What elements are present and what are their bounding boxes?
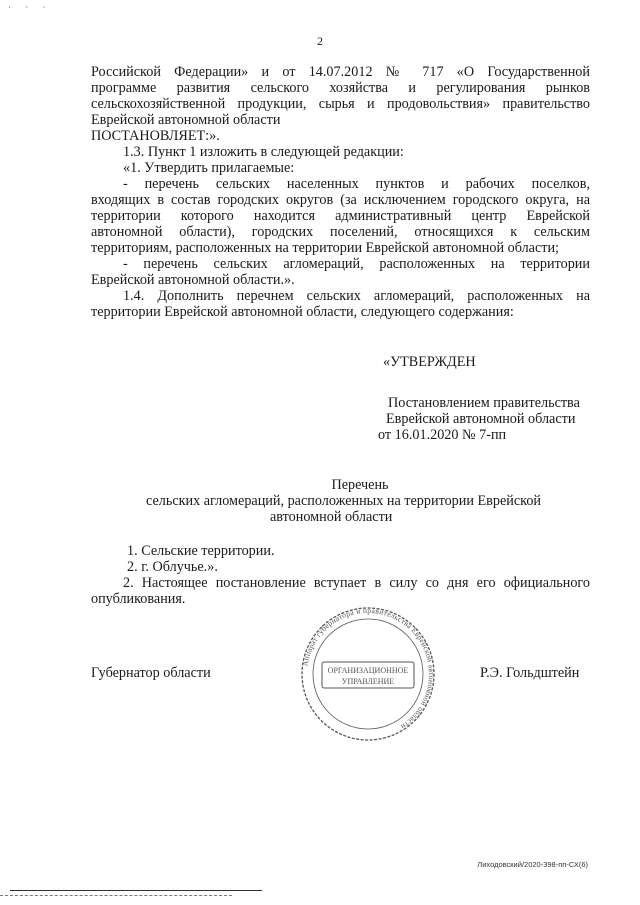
list-subheading: автономной области	[270, 509, 393, 525]
text-line: входящих в состав городских округов (за исключением городского округа, на	[91, 192, 590, 208]
text-line: 1.3. Пункт 1 изложить в следующей редакции:	[123, 144, 404, 160]
approval-title: «УТВЕРЖДЕН	[383, 354, 476, 370]
scan-specks: · · ·	[8, 2, 52, 12]
list-item: 2. г. Облучье.».	[127, 559, 218, 575]
text-line: - перечень сельских агломераций, расположенных на территории	[123, 256, 590, 272]
document-code: Лиходовский/2020-398-пп-СХ(6)	[477, 860, 588, 869]
signature-name: Р.Э. Гольдштейн	[480, 665, 580, 681]
bottom-rule	[10, 890, 262, 891]
official-stamp	[298, 604, 438, 744]
svg-text:Аппарат губернатора и правител: Аппарат губернатора и правительства Еврейской автономной области	[300, 605, 437, 732]
text-line: 2. Настоящее постановление вступает в силу со дня его официального	[123, 575, 590, 591]
list-item: 1. Сельские территории.	[127, 543, 275, 559]
svg-text:УПРАВЛЕНИЕ: УПРАВЛЕНИЕ	[341, 677, 395, 686]
approval-line: Постановлением правительства	[388, 395, 580, 411]
text-line: территории Еврейской автономной области, следующего содержания:	[91, 304, 514, 320]
text-line: Еврейской автономной области	[91, 112, 281, 128]
text-line: программе развития сельского хозяйства и регулирования рынков	[91, 80, 590, 96]
text-line: - перечень сельских населенных пунктов и рабочих поселков,	[123, 176, 590, 192]
bottom-rule-dashed	[0, 895, 232, 896]
text-line: 1.4. Дополнить перечнем сельских агломераций, расположенных на	[123, 288, 590, 304]
text-line: автономной области), городских поселений, относящихся к сельским	[91, 224, 590, 240]
text-line: сельскохозяйственной продукции, сырья и продовольствия» правительство	[91, 96, 590, 112]
page-number: 2	[317, 34, 323, 48]
approval-line: Еврейской автономной области	[386, 411, 576, 427]
list-heading: Перечень	[331, 477, 389, 493]
list-subheading: сельских агломераций, расположенных на территории Еврейской	[146, 493, 542, 509]
text-line: ПОСТАНОВЛЯЕТ:».	[91, 128, 220, 144]
text-line: Еврейской автономной области.».	[91, 272, 295, 288]
svg-text:ОРГАНИЗАЦИОННОЕ: ОРГАНИЗАЦИОННОЕ	[327, 666, 409, 675]
approval-date: от 16.01.2020 № 7-пп	[378, 427, 507, 443]
text-line: «1. Утвердить прилагаемые:	[123, 160, 295, 176]
text-line: территории которого находится административный центр Еврейской	[91, 208, 590, 224]
text-line: территориям, расположенных на территории Еврейской автономной области;	[91, 240, 559, 256]
text-line: Российской Федерации» и от 14.07.2012 № 717 «О Государственной	[91, 64, 590, 80]
signature-position: Губернатор области	[91, 665, 211, 681]
text-line: опубликования.	[91, 591, 186, 607]
